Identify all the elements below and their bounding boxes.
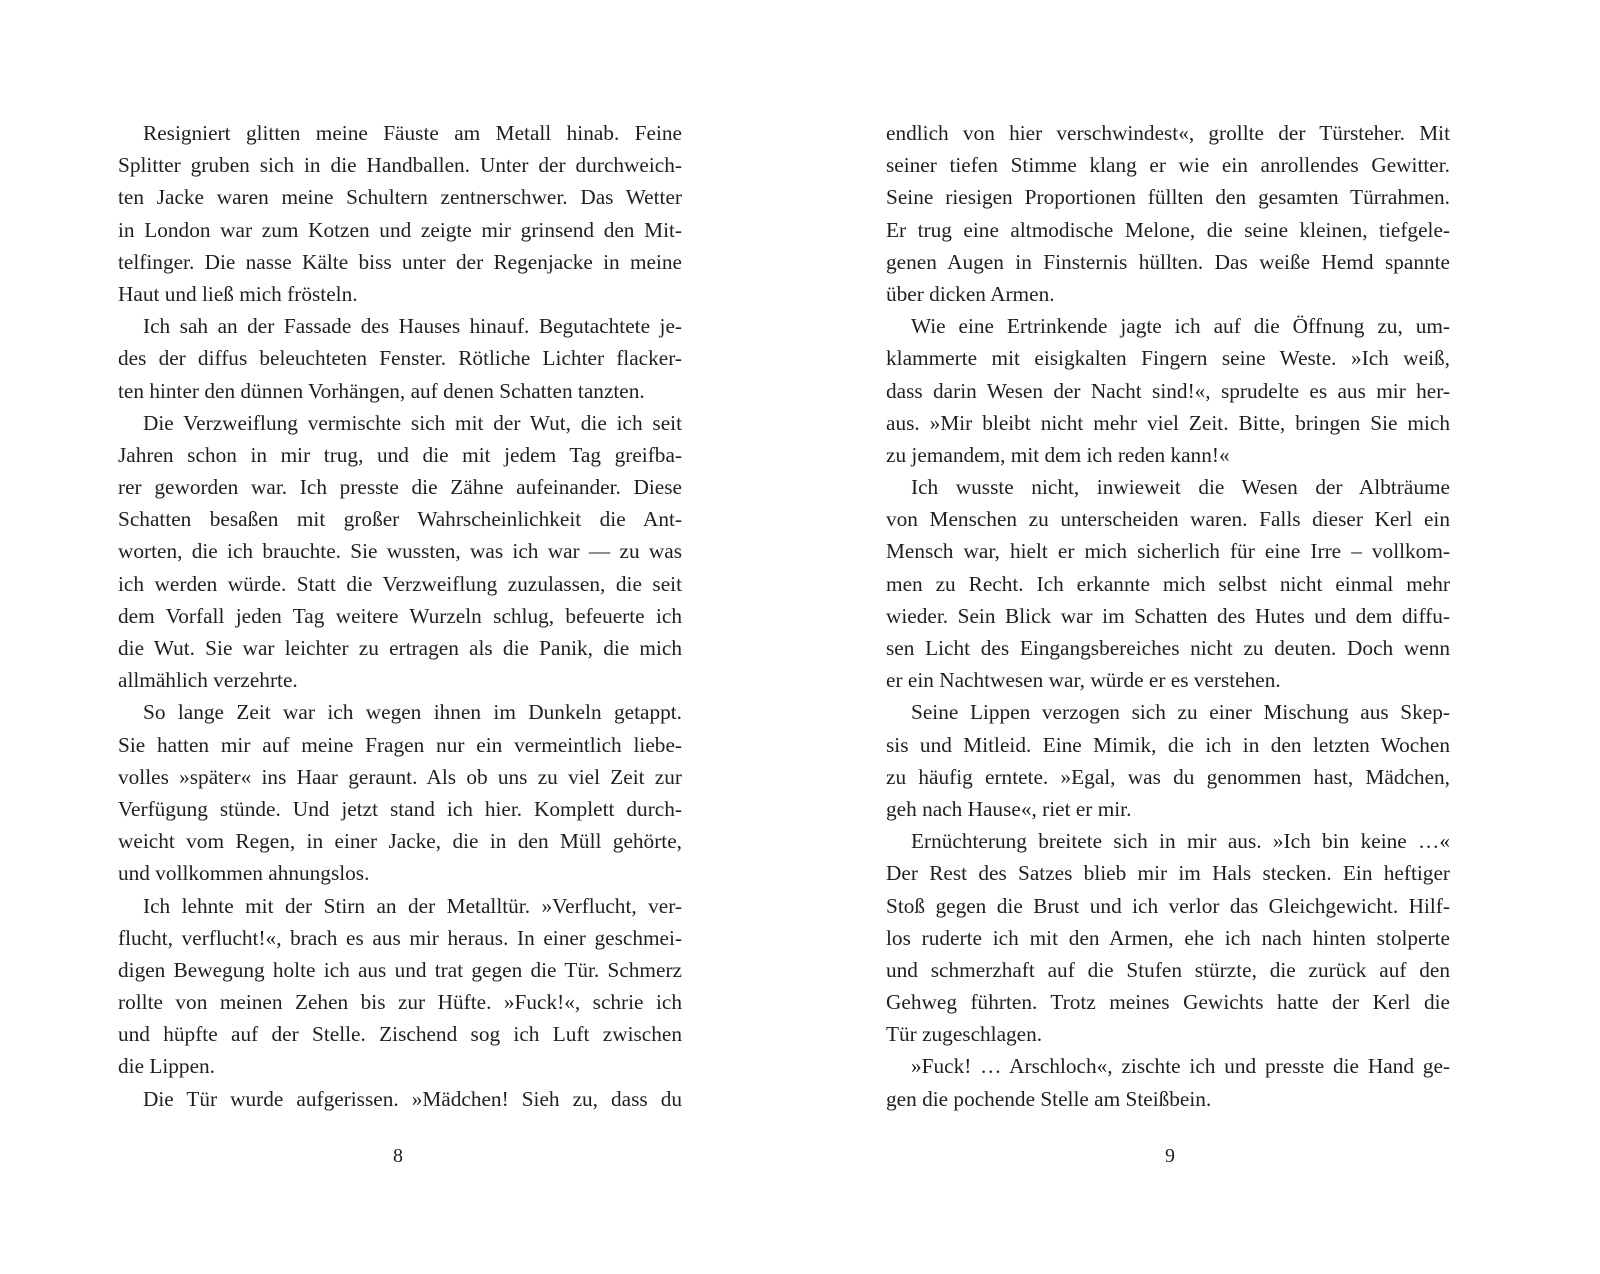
text-line: Ich lehnte mit der Stirn an der Metalltür. »Verflucht, ver- [143,893,682,918]
text-line: volles »später« ins Haar geraunt. Als ob uns zu viel Zeit zur [118,764,682,789]
text-line: die Wut. Sie war leichter zu ertragen als die Panik, die mich [118,636,682,660]
text-line: Ich sah an der Fassade des Hauses hinauf. Begutachtete je- [143,314,682,339]
text-line: men zu Recht. Ich erkannte mich selbst nicht einmal mehr [886,571,1450,596]
text-line: Stoß gegen die Brust und ich verlor das Gleichgewicht. Hilf- [886,893,1450,918]
text-line: und vollkommen ahnungslos. [118,861,370,886]
text-line: seiner tiefen Stimme klang er wie ein anrollendes Gewitter. [886,153,1450,178]
text-line: sen Licht des Eingangsbereiches nicht zu deuten. Doch wenn [886,636,1450,660]
text-line: ich werden würde. Statt die Verzweiflung zuzulassen, die seit [118,571,682,596]
text-line: sis und Mitleid. Eine Mimik, die ich in den letzten Wochen [886,732,1450,757]
text-line: ten Jacke waren meine Schultern zentnerschwer. Das Wetter [118,185,682,210]
text-line: gen die pochende Stelle am Steißbein. [886,1086,1212,1111]
text-line: »Fuck! … Arschloch«, zischte ich und presste die Hand ge- [911,1054,1450,1079]
text-line: Seine Lippen verzogen sich zu einer Mischung aus Skep- [911,700,1450,725]
text-line: Ich wusste nicht, inwieweit die Wesen der Albträume [911,475,1450,500]
text-line: Schatten besaßen mit großer Wahrscheinlichkeit die Ant- [118,507,682,532]
text-line: Splitter gruben sich in die Handballen. Unter der durchweich- [118,153,682,178]
text-line: los ruderte ich mit den Armen, ehe ich nach hinten stolperte [886,925,1450,950]
text-line: über dicken Armen. [886,281,1055,306]
text-line: Resigniert glitten meine Fäuste am Metall hinab. Feine [143,121,682,145]
text-line: aus. »Mir bleibt nicht mehr viel Zeit. Bitte, bringen Sie mich [886,410,1450,435]
text-line: digen Bewegung holte ich aus und trat gegen die Tür. Schmerz [118,957,682,982]
text-line: rollte von meinen Zehen bis zur Hüfte. »Fuck!«, schrie ich [118,990,682,1015]
text-line: worten, die ich brauchte. Sie wussten, was ich war — zu was [118,539,682,564]
text-line: zu häufig erntete. »Egal, was du genommen hast, Mädchen, [886,764,1450,789]
text-line: Verfügung stünde. Und jetzt stand ich hier. Komplett durch- [118,796,682,821]
text-line: Jahren schon in mir trug, und die mit jedem Tag greifba- [118,442,682,467]
text-line: allmählich verzehrte. [118,668,298,693]
text-line: ten hinter den dünnen Vorhängen, auf denen Schatten tanzten. [118,378,645,403]
text-line: und schmerzhaft auf die Stufen stürzte, die zurück auf den [886,957,1450,982]
text-line: dass darin Wesen der Nacht sind!«, sprudelte es aus mir her- [886,378,1450,403]
text-line: Sie hatten mir auf meine Fragen nur ein vermeintlich liebe- [118,732,682,757]
text-line: Er trug eine altmodische Melone, die seine kleinen, tiefgele- [886,217,1450,242]
text-line: des der diffus beleuchteten Fenster. Rötliche Lichter flacker- [118,346,682,371]
text-line: Die Verzweiflung vermischte sich mit der Wut, die ich seit [143,410,682,435]
text-line: endlich von hier verschwindest«, grollte der Türsteher. Mit [886,121,1450,145]
text-line: Mensch war, hielt er mich sicherlich für eine Irre – vollkom- [886,539,1450,564]
text-line: in London war zum Kotzen und zeigte mir grinsend den Mit- [118,217,682,242]
text-line: Seine riesigen Proportionen füllten den gesamten Türrahmen. [886,185,1450,210]
text-line: So lange Zeit war ich wegen ihnen im Dunkeln getappt. [143,700,682,725]
text-line: von Menschen zu unterscheiden waren. Falls dieser Kerl ein [886,507,1450,532]
text-line: Gehweg führten. Trotz meines Gewichts hatte der Kerl die [886,990,1450,1015]
right-page-number: 9 [1165,1145,1175,1167]
text-line: und hüpfte auf der Stelle. Zischend sog ich Luft zwischen [118,1022,682,1047]
text-line: weicht vom Regen, in einer Jacke, die in den Müll gehörte, [118,829,682,854]
text-line: flucht, verflucht!«, brach es aus mir heraus. In einer geschmei- [118,925,682,950]
text-line: Die Tür wurde aufgerissen. »Mädchen! Sieh zu, dass du [143,1086,682,1111]
text-line: Wie eine Ertrinkende jagte ich auf die Öffnung zu, um- [911,314,1450,339]
text-line: Der Rest des Satzes blieb mir im Hals stecken. Ein heftiger [886,861,1450,886]
right-page-text [886,117,1450,1115]
text-line: Haut und ließ mich frösteln. [118,281,358,306]
text-line: wieder. Sein Blick war im Schatten des Hutes und dem diffu- [886,603,1450,628]
text-line: klammerte mit eisigkalten Fingern seine Weste. »Ich weiß, [886,346,1450,371]
text-line: er ein Nachtwesen war, würde er es verstehen. [886,668,1281,693]
left-page-text [118,117,682,1115]
left-page-number: 8 [393,1145,403,1167]
text-line: geh nach Hause«, riet er mir. [886,796,1132,821]
text-line: die Lippen. [118,1054,215,1079]
text-line: genen Augen in Finsternis hüllten. Das weiße Hemd spannte [886,249,1450,274]
text-line: Ernüchterung breitete sich in mir aus. »Ich bin keine …« [911,829,1450,854]
text-line: Tür zugeschlagen. [886,1022,1043,1047]
text-line: dem Vorfall jeden Tag weitere Wurzeln schlug, befeuerte ich [118,603,682,628]
text-line: zu jemandem, mit dem ich reden kann!« [886,442,1230,467]
right-page [800,0,1600,1274]
text-line: telfinger. Die nasse Kälte biss unter der Regenjacke in meine [118,249,682,274]
text-line: rer geworden war. Ich presste die Zähne aufeinander. Diese [118,475,682,500]
